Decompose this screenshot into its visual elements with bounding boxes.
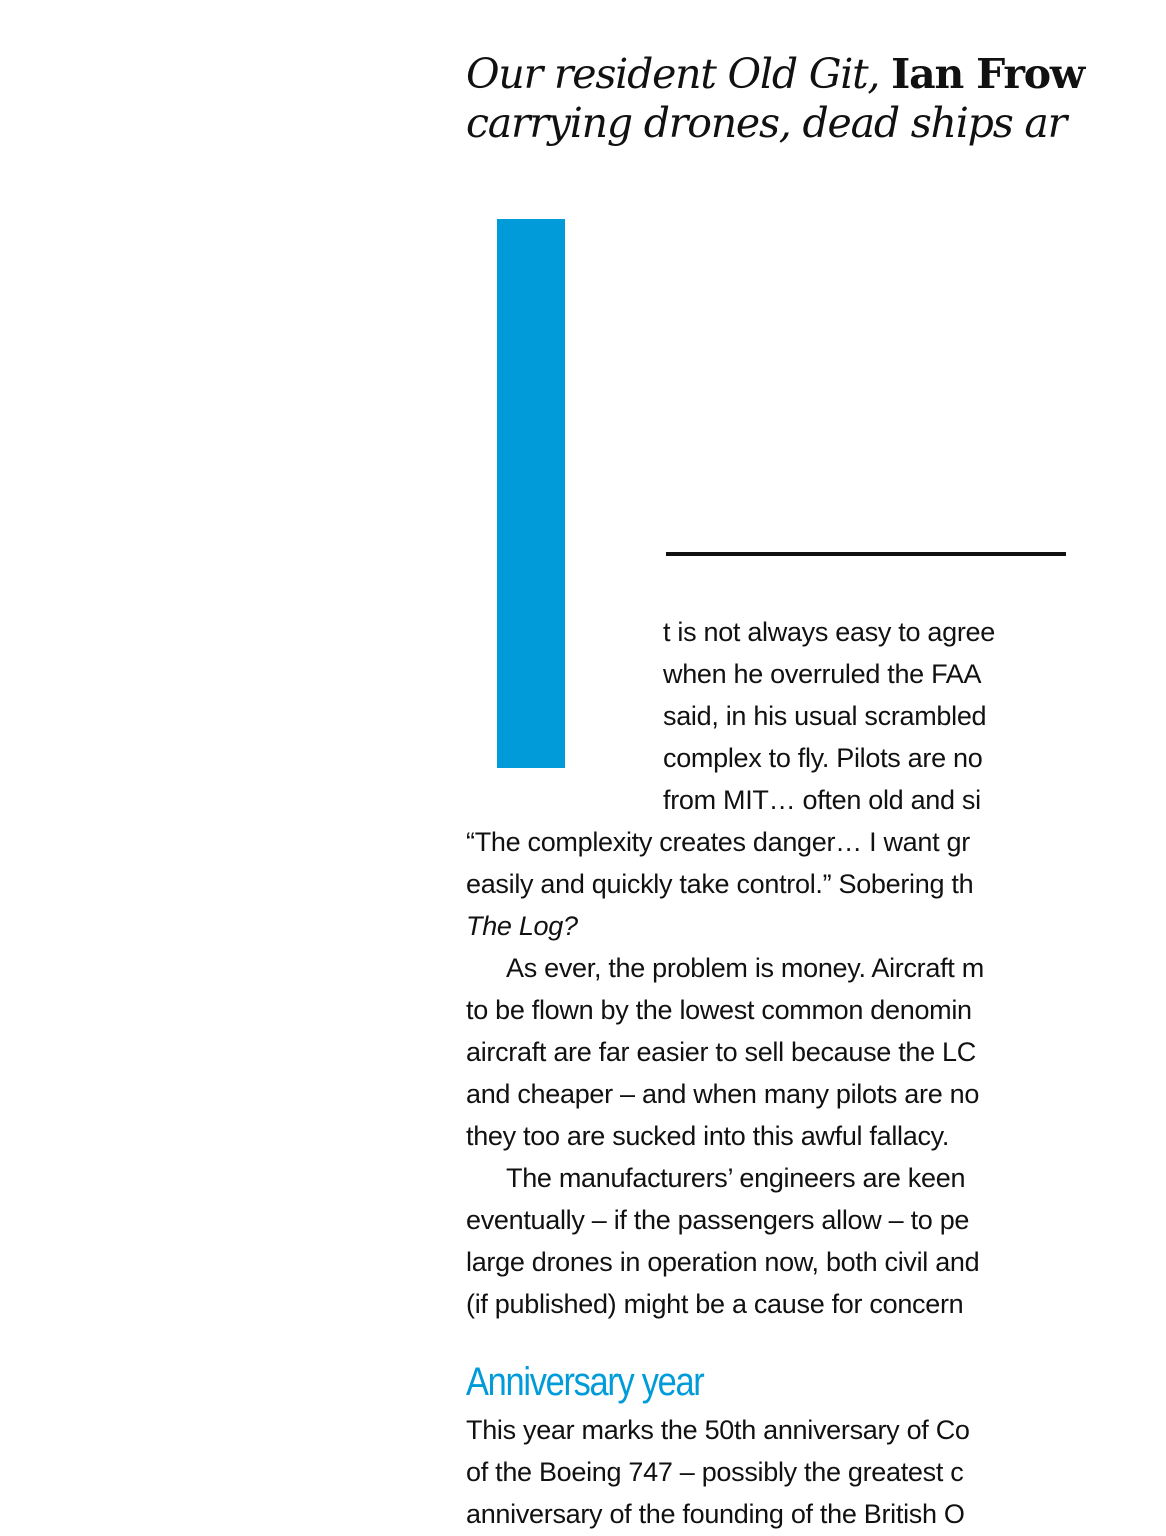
text-line: they too are sucked into this awful fallacy. xyxy=(466,1121,950,1151)
text-line: aircraft are far easier to sell because the LC xyxy=(466,1037,976,1067)
text-line: t is not always easy to agree xyxy=(663,617,995,647)
text-line: large drones in operation now, both civil and xyxy=(466,1247,980,1277)
text-line: eventually – if the passengers allow – to pe xyxy=(466,1205,970,1235)
text-line: anniversary of the founding of the British O xyxy=(466,1499,965,1529)
publication-title: The Log? xyxy=(466,911,578,941)
text-line: (if published) might be a cause for concern xyxy=(466,1289,964,1319)
standfirst-prefix: Our resident Old Git, xyxy=(466,50,892,98)
text-line xyxy=(466,905,984,947)
text-line: to be flown by the lowest common denomin xyxy=(466,995,972,1025)
standfirst-line-1 xyxy=(466,50,1166,99)
text-line: of the Boeing 747 – possibly the greatest c xyxy=(466,1457,964,1487)
text-line: when he overruled the FAA xyxy=(663,659,982,689)
anniversary-paragraph xyxy=(466,1409,970,1535)
text-line: easily and quickly take control.” Sobering th xyxy=(466,869,974,899)
text-line: The manufacturers’ engineers are keen xyxy=(506,1163,966,1193)
standfirst-line-2: carrying drones, dead ships ar xyxy=(466,99,1067,147)
body-column xyxy=(466,821,984,1325)
intro-paragraph xyxy=(663,611,995,821)
text-line: from MIT… often old and si xyxy=(663,785,981,815)
drop-cap-letter xyxy=(497,219,565,768)
text-line: complex to fly. Pilots are no xyxy=(663,743,983,773)
text-line: and cheaper – and when many pilots are no xyxy=(466,1079,980,1109)
section-subhead: Anniversary year xyxy=(466,1360,704,1404)
author-name: Ian Frow xyxy=(891,50,1084,98)
text-line: This year marks the 50th anniversary of Co xyxy=(466,1415,970,1445)
text-line: “The complexity creates danger… I want gr xyxy=(466,827,970,857)
text-line: As ever, the problem is money. Aircraft m xyxy=(506,953,984,983)
standfirst xyxy=(466,50,1166,148)
divider-rule xyxy=(666,552,1066,556)
text-line: said, in his usual scrambled xyxy=(663,701,987,731)
